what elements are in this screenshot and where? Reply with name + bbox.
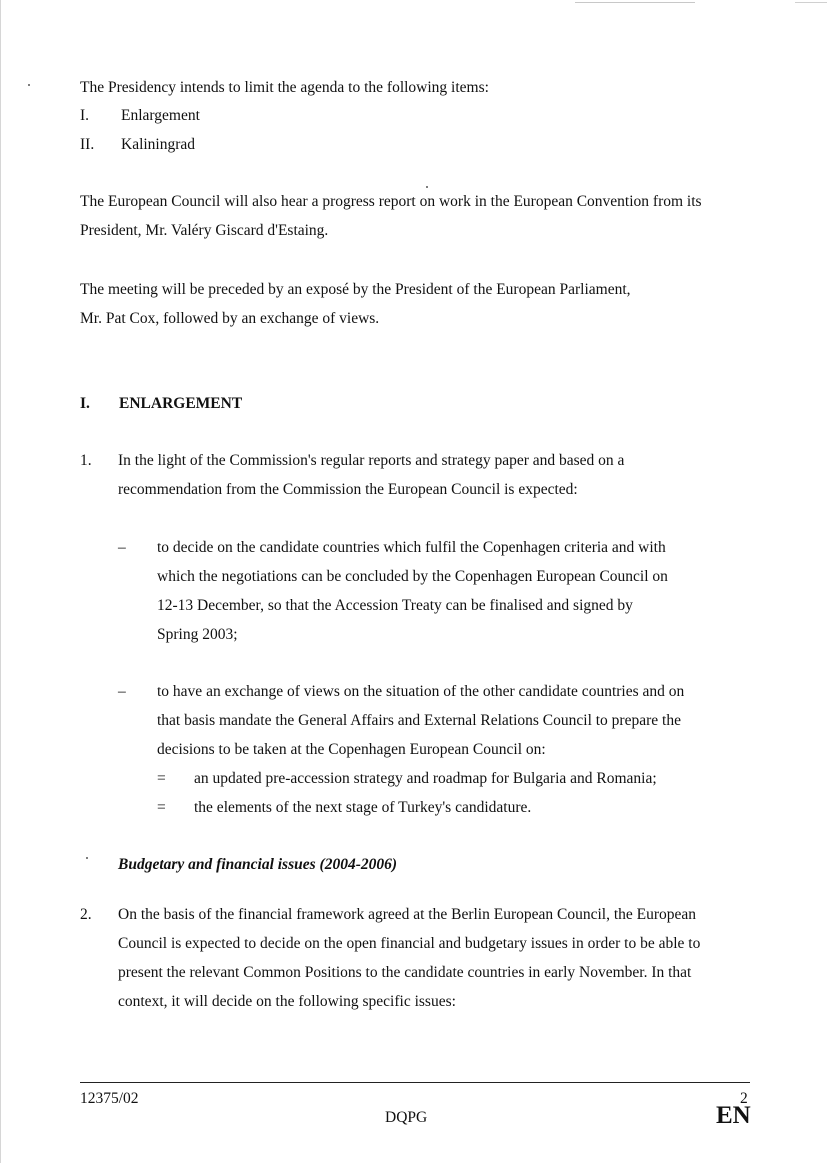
page-number: 2 [740,1090,748,1107]
scan-top-line [795,2,827,3]
paragraph-line: In the light of the Commission's regular reports and strategy paper and based on a [118,452,625,469]
paragraph-line: context, it will decide on the following specific issues: [118,993,456,1010]
scan-top-line [575,2,695,3]
agenda-item-number: I. [80,107,90,124]
bullet-line: which the negotiations can be concluded by the Copenhagen European Council on [157,568,668,585]
bullet-line: Spring 2003; [157,626,238,643]
sub-bullet-marker: = [157,770,166,787]
sub-bullet-line: the elements of the next stage of Turkey's candidature. [194,799,532,816]
paragraph-line: recommendation from the Commission the European Council is expected: [118,481,578,498]
paragraph-line: Council is expected to decide on the open financial and budgetary issues in order to be able to [118,935,701,952]
bullet-dash: – [118,539,126,556]
sub-bullet-marker: = [157,799,166,816]
convention-line: President, Mr. Valéry Giscard d'Estaing. [80,222,329,239]
bullet-line: decisions to be taken at the Copenhagen European Council on: [157,741,546,758]
document-reference: 12375/02 [80,1090,139,1107]
section-title: ENLARGEMENT [119,395,243,412]
scan-edge-line [0,0,1,1163]
subheading: Budgetary and financial issues (2004-2006) [118,856,398,873]
bullet-line: 12-13 December, so that the Accession Treaty can be finalised and signed by [157,597,633,614]
scan-speck [28,84,30,86]
agenda-item-label: Kaliningrad [121,136,196,153]
paragraph-line: On the basis of the financial framework agreed at the Berlin European Council, the European [118,906,697,923]
bullet-line: to decide on the candidate countries which fulfil the Copenhagen criteria and with [157,539,666,556]
section-number: I. [80,395,90,412]
language-code: EN [716,1102,751,1129]
bullet-line: to have an exchange of views on the situation of the other candidate countries and on [157,683,685,700]
bullet-line: that basis mandate the General Affairs and External Relations Council to prepare the [157,712,681,729]
agenda-item-label: Enlargement [121,107,200,124]
footer-rule [80,1082,750,1083]
sub-bullet-line: an updated pre-accession strategy and roadmap for Bulgaria and Romania; [194,770,657,787]
agenda-intro: The Presidency intends to limit the agenda to the following items: [80,79,489,96]
expose-line: The meeting will be preceded by an exposé by the President of the European Parliament, [80,281,631,298]
scan-speck [426,186,428,188]
scan-speck [86,857,88,859]
agenda-item-number: II. [80,136,95,153]
paragraph-number: 1. [80,452,92,469]
paragraph-line: present the relevant Common Positions to the candidate countries in early November. In that [118,964,692,981]
convention-line: The European Council will also hear a progress report on work in the European Convention from its [80,193,702,210]
bullet-dash: – [118,683,126,700]
expose-line: Mr. Pat Cox, followed by an exchange of views. [80,310,380,327]
department-code: DQPG [385,1109,428,1126]
paragraph-number: 2. [80,906,92,923]
